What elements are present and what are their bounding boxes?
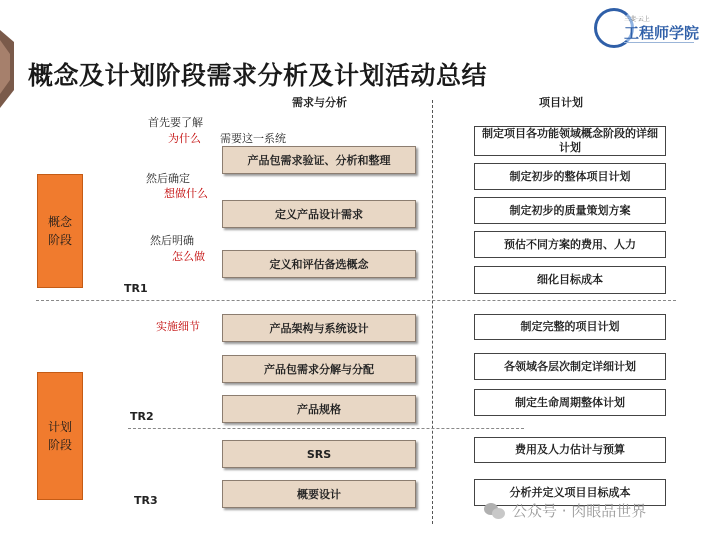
req-box-architecture: 产品架构与系统设计 xyxy=(222,314,416,342)
plan-box-target-cost: 细化目标成本 xyxy=(474,266,666,294)
req-box-define-design: 定义产品设计需求 xyxy=(222,200,416,228)
phase-plan xyxy=(37,372,83,500)
wechat-icon xyxy=(484,503,506,519)
note-implement-details: 实施细节 xyxy=(156,320,200,333)
note-how-to-do: 怎么做 xyxy=(172,250,205,263)
tr1-label: TR1 xyxy=(124,282,148,295)
plan-box-budget: 费用及人力估计与预算 xyxy=(474,437,666,463)
note-then-clarify: 然后明确 xyxy=(150,234,194,247)
note-need-system: 需要这一系统 xyxy=(220,132,286,145)
plan-box-lifecycle: 制定生命周期整体计划 xyxy=(474,389,666,416)
phase-divider xyxy=(36,300,676,301)
watermark-text: 公众号 · 肉眼品世界 xyxy=(512,502,647,520)
plan-box-initial-overall: 制定初步的整体项目计划 xyxy=(474,163,666,190)
tr3-label: TR3 xyxy=(134,494,158,507)
req-box-srs: SRS xyxy=(222,440,416,468)
tr2-label: TR2 xyxy=(130,410,154,423)
note-then-confirm: 然后确定 xyxy=(146,172,190,185)
phase-concept-label: 概念阶段 xyxy=(47,215,72,247)
header-project-plan: 项目计划 xyxy=(539,96,583,109)
tr2-divider xyxy=(128,428,524,429)
phase-plan-label: 计划阶段 xyxy=(47,420,72,452)
plan-box-estimate-cost: 预估不同方案的费用、人力 xyxy=(474,231,666,258)
plan-box-quality: 制定初步的质量策划方案 xyxy=(474,197,666,224)
logo xyxy=(594,8,702,52)
header-requirements: 需求与分析 xyxy=(292,96,347,109)
plan-box-complete-plan: 制定完整的项目计划 xyxy=(474,314,666,340)
page-title: 概念及计划阶段需求分析及计划活动总结 xyxy=(28,61,488,90)
req-box-outline-design: 概要设计 xyxy=(222,480,416,508)
logo-underline xyxy=(624,42,694,43)
plan-box-define-cost: 分析并定义项目目标成本 xyxy=(474,479,666,506)
req-box-decompose: 产品包需求分解与分配 xyxy=(222,355,416,383)
req-box-verify-analyze: 产品包需求验证、分析和整理 xyxy=(222,146,416,174)
plan-box-concept-detail: 制定项目各功能领域概念阶段的详细计划 xyxy=(474,126,666,156)
corner-decoration xyxy=(0,30,14,108)
logo-subtitle: 三斐·云上 xyxy=(624,16,650,23)
note-why: 为什么 xyxy=(168,132,201,145)
req-box-evaluate-concepts: 定义和评估备选概念 xyxy=(222,250,416,278)
column-divider xyxy=(432,100,433,524)
plan-box-detailed-plans: 各领域各层次制定详细计划 xyxy=(474,353,666,380)
watermark xyxy=(484,500,646,521)
phase-concept xyxy=(37,174,83,288)
req-box-spec: 产品规格 xyxy=(222,395,416,423)
note-what-to-do: 想做什么 xyxy=(164,187,208,200)
logo-name: 工程师学院 xyxy=(624,24,700,42)
note-first-know: 首先要了解 xyxy=(148,116,203,129)
